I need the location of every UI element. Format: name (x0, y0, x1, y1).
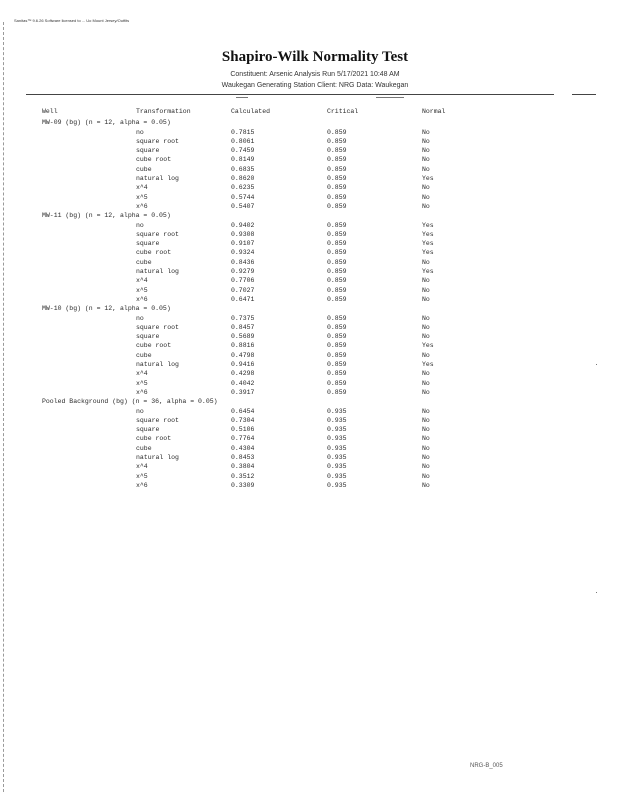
cell-critical: 0.859 (327, 137, 347, 145)
cell-normal: No (422, 416, 430, 424)
cell-normal: No (422, 463, 430, 471)
cell-calculated: 0.4304 (231, 444, 255, 452)
cell-normal: No (422, 444, 430, 452)
cell-calculated: 0.4298 (231, 370, 255, 378)
cell-transformation: cube root (136, 156, 172, 164)
cell-calculated: 0.7459 (231, 147, 255, 155)
cell-critical: 0.859 (327, 165, 347, 173)
table-row (0, 462, 618, 471)
margin-tick (596, 592, 597, 593)
cell-transformation: natural log (136, 453, 179, 461)
cell-transformation: natural log (136, 361, 179, 369)
cell-calculated: 0.8453 (231, 453, 255, 461)
cell-transformation: cube (136, 444, 152, 452)
cell-critical: 0.859 (327, 361, 347, 369)
table-row (0, 379, 618, 388)
table-row (0, 444, 618, 453)
cell-transformation: square root (136, 137, 179, 145)
cell-transformation: x^5 (136, 286, 148, 294)
cell-critical: 0.859 (327, 156, 347, 164)
cell-calculated: 0.6835 (231, 165, 255, 173)
cell-calculated: 0.3804 (231, 463, 255, 471)
cell-normal: No (422, 165, 430, 173)
cell-critical: 0.935 (327, 444, 347, 452)
document-header-line: Sanitas™ 9.6.26 Software licensed to ... Uo Mount Jersey/Outfits (14, 18, 130, 23)
table-row (0, 174, 618, 183)
cell-calculated: 0.8816 (231, 342, 255, 350)
table-row (0, 128, 618, 137)
cell-normal: No (422, 137, 430, 145)
cell-critical: 0.859 (327, 323, 347, 331)
cell-transformation: no (136, 221, 144, 229)
cell-calculated: 0.5689 (231, 333, 255, 341)
cell-normal: Yes (422, 361, 434, 369)
table-row (0, 155, 618, 164)
table-row (0, 137, 618, 146)
cell-critical: 0.859 (327, 342, 347, 350)
cell-calculated: 0.7706 (231, 277, 255, 285)
cell-transformation: square root (136, 323, 179, 331)
cell-transformation: natural log (136, 175, 179, 183)
cell-critical: 0.859 (327, 277, 347, 285)
cell-normal: No (422, 258, 430, 266)
cell-normal: No (422, 286, 430, 294)
table-row (0, 323, 618, 332)
cell-critical: 0.859 (327, 286, 347, 294)
cell-calculated: 0.8436 (231, 258, 255, 266)
cell-transformation: cube (136, 351, 152, 359)
cell-calculated: 0.5407 (231, 202, 255, 210)
cell-normal: No (422, 323, 430, 331)
cell-critical: 0.935 (327, 407, 347, 415)
cell-transformation: x^5 (136, 193, 148, 201)
cell-critical: 0.935 (327, 426, 347, 434)
table-row (0, 472, 618, 481)
cell-calculated: 0.9324 (231, 249, 255, 257)
cell-calculated: 0.7304 (231, 416, 255, 424)
cell-calculated: 0.6471 (231, 295, 255, 303)
cell-normal: No (422, 333, 430, 341)
table-row (0, 202, 618, 211)
cell-transformation: no (136, 128, 144, 136)
cell-critical: 0.935 (327, 463, 347, 471)
cell-calculated: 0.8457 (231, 323, 255, 331)
cell-normal: No (422, 351, 430, 359)
cell-normal: Yes (422, 240, 434, 248)
cell-calculated: 0.9308 (231, 230, 255, 238)
report-subtitle-client: Waukegan Generating Station Client: NRG Data: Waukegan (221, 82, 409, 89)
cell-normal: No (422, 388, 430, 396)
table-body (0, 118, 618, 490)
cell-critical: 0.859 (327, 128, 347, 136)
cell-normal: No (422, 295, 430, 303)
column-header-transformation: Transformation (136, 108, 191, 115)
cell-normal: No (422, 147, 430, 155)
column-header-calculated: Calculated (231, 108, 271, 115)
cell-critical: 0.859 (327, 351, 347, 359)
header-tick-mark (236, 97, 248, 98)
cell-transformation: square (136, 333, 160, 341)
cell-transformation: x^6 (136, 295, 148, 303)
cell-normal: No (422, 379, 430, 387)
cell-critical: 0.935 (327, 453, 347, 461)
cell-normal: Yes (422, 221, 434, 229)
table-header-row (0, 107, 618, 116)
cell-normal: No (422, 184, 430, 192)
cell-normal: Yes (422, 249, 434, 257)
cell-calculated: 0.6235 (231, 184, 255, 192)
well-group-label: MW-10 (bg) (n = 12, alpha = 0.05) (42, 305, 171, 313)
cell-calculated: 0.8149 (231, 156, 255, 164)
cell-calculated: 0.9107 (231, 240, 255, 248)
cell-normal: No (422, 128, 430, 136)
report-title: Shapiro-Wilk Normality Test (221, 49, 409, 65)
cell-normal: No (422, 453, 430, 461)
table-row (0, 351, 618, 360)
cell-critical: 0.859 (327, 388, 347, 396)
cell-normal: No (422, 472, 430, 480)
cell-normal: Yes (422, 175, 434, 183)
table-row (0, 221, 618, 230)
table-row (0, 360, 618, 369)
table-row (0, 183, 618, 192)
page-footer-code: NRG-B_005 (470, 763, 503, 769)
cell-critical: 0.859 (327, 202, 347, 210)
cell-critical: 0.935 (327, 435, 347, 443)
cell-transformation: square root (136, 416, 179, 424)
column-header-normal: Normal (422, 108, 446, 115)
table-row (0, 434, 618, 443)
cell-transformation: x^6 (136, 388, 148, 396)
cell-critical: 0.935 (327, 481, 347, 489)
table-row (0, 407, 618, 416)
cell-transformation: square root (136, 230, 179, 238)
cell-calculated: 0.8620 (231, 175, 255, 183)
cell-normal: No (422, 314, 430, 322)
cell-transformation: square (136, 426, 160, 434)
table-row (0, 416, 618, 425)
cell-critical: 0.859 (327, 333, 347, 341)
table-row (0, 369, 618, 378)
cell-calculated: 0.9416 (231, 361, 255, 369)
cell-transformation: square (136, 240, 160, 248)
cell-critical: 0.859 (327, 184, 347, 192)
table-row (0, 276, 618, 285)
cell-calculated: 0.8061 (231, 137, 255, 145)
cell-calculated: 0.9402 (231, 221, 255, 229)
table-row (0, 295, 618, 304)
cell-critical: 0.935 (327, 472, 347, 480)
table-row (0, 267, 618, 276)
cell-calculated: 0.7027 (231, 286, 255, 294)
well-group-label: Pooled Background (bg) (n = 36, alpha = 0.05) (42, 398, 218, 406)
cell-calculated: 0.7764 (231, 435, 255, 443)
table-row (0, 258, 618, 267)
table-row (0, 239, 618, 248)
cell-critical: 0.859 (327, 147, 347, 155)
cell-critical: 0.935 (327, 416, 347, 424)
cell-transformation: x^4 (136, 184, 148, 192)
table-row (0, 481, 618, 490)
header-tick-mark (376, 97, 404, 98)
table-row (0, 314, 618, 323)
cell-calculated: 0.4042 (231, 379, 255, 387)
cell-transformation: x^4 (136, 463, 148, 471)
cell-normal: No (422, 370, 430, 378)
header-divider-right (572, 94, 596, 95)
header-divider (26, 94, 554, 95)
cell-transformation: x^6 (136, 481, 148, 489)
cell-critical: 0.859 (327, 249, 347, 257)
well-group-row (0, 211, 618, 220)
well-group-row (0, 304, 618, 313)
cell-transformation: cube (136, 165, 152, 173)
cell-normal: No (422, 435, 430, 443)
table-row (0, 425, 618, 434)
cell-normal: No (422, 193, 430, 201)
well-group-row (0, 397, 618, 406)
table-row (0, 286, 618, 295)
cell-transformation: no (136, 314, 144, 322)
cell-transformation: cube (136, 258, 152, 266)
cell-calculated: 0.6454 (231, 407, 255, 415)
cell-critical: 0.859 (327, 370, 347, 378)
cell-transformation: x^6 (136, 202, 148, 210)
cell-calculated: 0.7815 (231, 128, 255, 136)
report-subtitle-analysis: Constituent: Arsenic Analysis Run 5/17/2021 10:48 AM (230, 71, 400, 78)
cell-normal: No (422, 277, 430, 285)
cell-calculated: 0.3512 (231, 472, 255, 480)
well-group-label: MW-09 (bg) (n = 12, alpha = 0.05) (42, 119, 171, 127)
cell-transformation: natural log (136, 268, 179, 276)
cell-normal: Yes (422, 268, 434, 276)
cell-transformation: cube root (136, 342, 172, 350)
table-row (0, 146, 618, 155)
cell-normal: Yes (422, 230, 434, 238)
cell-calculated: 0.3917 (231, 388, 255, 396)
cell-transformation: x^5 (136, 379, 148, 387)
cell-normal: Yes (422, 342, 434, 350)
table-row (0, 341, 618, 350)
cell-transformation: x^4 (136, 370, 148, 378)
table-row (0, 165, 618, 174)
cell-calculated: 0.9279 (231, 268, 255, 276)
cell-critical: 0.859 (327, 240, 347, 248)
cell-critical: 0.859 (327, 268, 347, 276)
table-row (0, 193, 618, 202)
cell-critical: 0.859 (327, 175, 347, 183)
cell-calculated: 0.5106 (231, 426, 255, 434)
well-group-label: MW-11 (bg) (n = 12, alpha = 0.05) (42, 212, 171, 220)
column-header-critical: Critical (327, 108, 359, 115)
margin-tick (596, 364, 597, 365)
cell-critical: 0.859 (327, 314, 347, 322)
cell-calculated: 0.3309 (231, 481, 255, 489)
cell-critical: 0.859 (327, 295, 347, 303)
cell-transformation: cube root (136, 249, 172, 257)
cell-calculated: 0.4798 (231, 351, 255, 359)
cell-normal: No (422, 407, 430, 415)
cell-transformation: x^4 (136, 277, 148, 285)
cell-calculated: 0.5744 (231, 193, 255, 201)
cell-normal: No (422, 202, 430, 210)
cell-calculated: 0.7375 (231, 314, 255, 322)
normality-results-table (0, 107, 618, 490)
table-row (0, 248, 618, 257)
cell-normal: No (422, 156, 430, 164)
cell-normal: No (422, 426, 430, 434)
cell-critical: 0.859 (327, 193, 347, 201)
table-row (0, 453, 618, 462)
table-row (0, 388, 618, 397)
well-group-row (0, 118, 618, 127)
cell-transformation: x^5 (136, 472, 148, 480)
cell-critical: 0.859 (327, 379, 347, 387)
table-row (0, 230, 618, 239)
cell-transformation: no (136, 407, 144, 415)
table-row (0, 332, 618, 341)
column-header-well: Well (42, 108, 58, 115)
cell-critical: 0.859 (327, 221, 347, 229)
cell-transformation: square (136, 147, 160, 155)
cell-critical: 0.859 (327, 230, 347, 238)
cell-normal: No (422, 481, 430, 489)
cell-critical: 0.859 (327, 258, 347, 266)
cell-transformation: cube root (136, 435, 172, 443)
